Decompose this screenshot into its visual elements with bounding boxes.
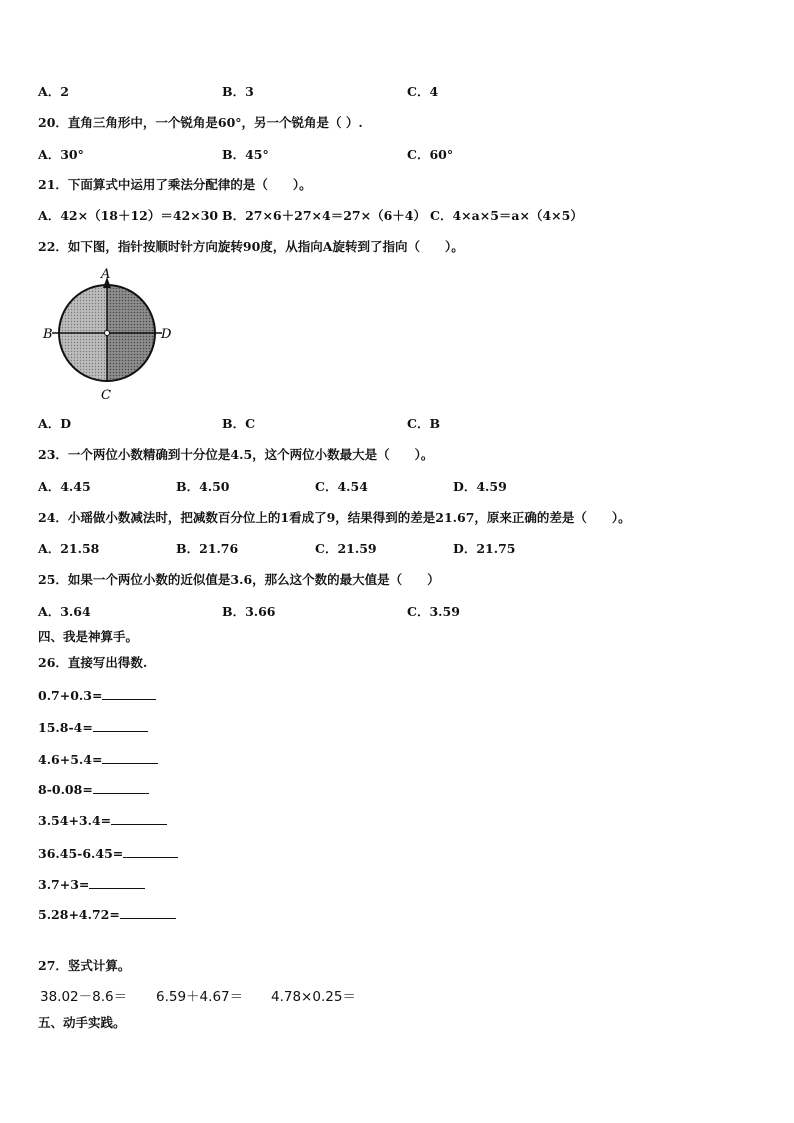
option: D．4.59 (453, 479, 507, 494)
calc-item: 0.7+0.3= (38, 687, 156, 704)
calc-item: 36.45-6.45= (38, 845, 178, 862)
option: D．21.75 (453, 541, 516, 556)
option: A．42×（18＋12）＝42×30 (38, 208, 219, 223)
section-title: 五、动手实践。 (38, 1015, 126, 1030)
label-c: C (101, 388, 111, 403)
option: C．21.59 (315, 541, 377, 556)
option: C．B (407, 416, 441, 431)
vertical-calc-item: 4.78×0.25＝ (271, 989, 356, 1005)
option: A．D (38, 416, 72, 431)
option: C．4×a×5＝a×（4×5） (430, 208, 583, 223)
option: C．60° (407, 147, 454, 162)
option: B．4.50 (176, 479, 230, 494)
option: A．21.58 (38, 541, 100, 556)
calc-item: 4.6+5.4= (38, 751, 158, 768)
question-25: 25．如果一个两位小数的近似值是3.6，那么这个数的最大值是（ ） (38, 572, 440, 587)
calc-item: 8-0.08= (38, 781, 149, 798)
question-20: 20．直角三角形中，一个锐角是60°，另一个锐角是（ ）. (38, 115, 363, 130)
option: B．3.66 (222, 604, 276, 619)
calc-item: 15.8-4= (38, 719, 148, 736)
option: B．C (222, 416, 256, 431)
vertical-calc-item: 6.59＋4.67＝ (156, 989, 244, 1005)
option: C．4.54 (315, 479, 368, 494)
option: A．3.64 (38, 604, 91, 619)
option: B．27×6＋27×4＝27×（6＋4） (222, 208, 426, 223)
option: C．3.59 (407, 604, 460, 619)
calc-item: 3.7+3= (38, 876, 145, 893)
calc-item: 3.54+3.4= (38, 812, 167, 829)
option: B．21.76 (176, 541, 239, 556)
option: A．30° (38, 147, 84, 162)
section-title: 四、我是神算手。 (38, 629, 139, 644)
option: B．45° (222, 147, 269, 162)
label-d: D (161, 327, 172, 342)
question-22: 22．如下图，指针按顺时针方向旋转90度，从指向A旋转到了指向（ ）。 (38, 239, 464, 254)
question-21: 21．下面算式中运用了乘法分配律的是（ ）。 (38, 177, 312, 192)
question-24: 24．小瑶做小数减法时，把减数百分位上的1看成了9，结果得到的差是21.67，原来正确的差是（ ）。 (38, 510, 631, 525)
option: A．2 (38, 84, 69, 99)
dial-figure (40, 266, 180, 404)
option: A．4.45 (38, 479, 91, 494)
pivot (105, 331, 110, 336)
option: C．4 (407, 84, 439, 99)
label-b: B (43, 327, 53, 342)
option: B．3 (222, 84, 254, 99)
label-a: A (101, 267, 111, 282)
calc-item: 5.28+4.72= (38, 906, 176, 923)
question-26: 26．直接写出得数. (38, 655, 148, 670)
question-27: 27．竖式计算。 (38, 958, 131, 973)
vertical-calc-item: 38.02－8.6＝ (40, 989, 128, 1005)
question-23: 23．一个两位小数精确到十分位是4.5，这个两位小数最大是（ ）。 (38, 447, 434, 462)
